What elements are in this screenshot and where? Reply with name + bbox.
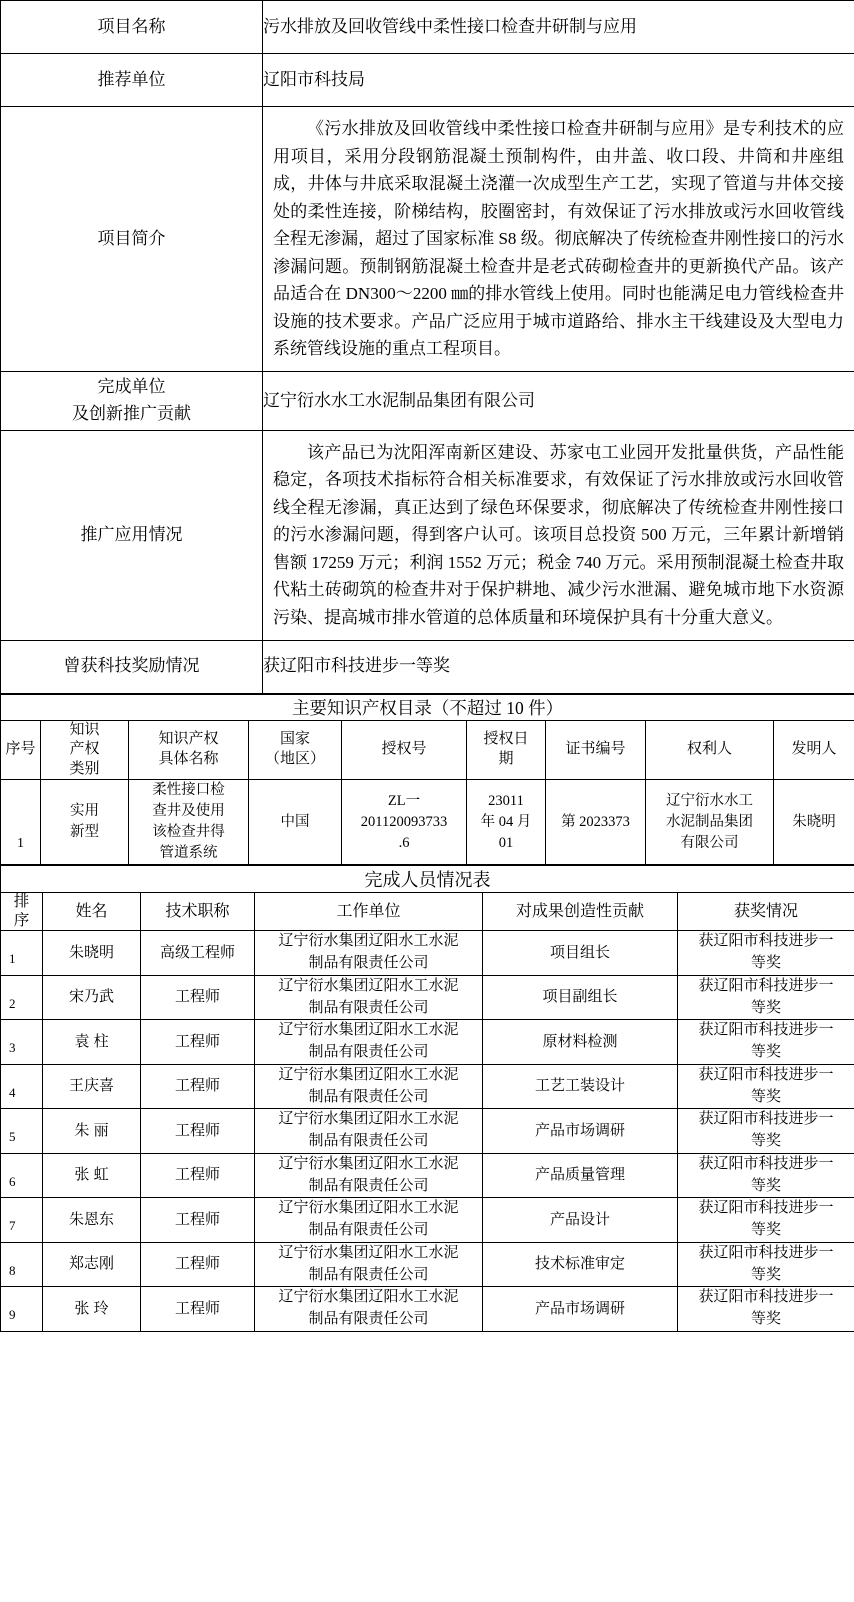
ip-header-grant-date-line1: 授权日 [483,731,529,748]
ip-header-seq [1,720,41,780]
label-completing-unit-line1: 完成单位 [97,377,166,397]
personnel-cell-contribution: 产品市场调研 [483,1287,678,1332]
personnel-cell-unit [255,1198,483,1243]
table-row [1,1287,854,1332]
label-completing-unit [1,371,263,430]
personnel-rows-body [1,931,854,1332]
table-row-project-summary [1,107,854,372]
personnel-cell-name: 张玲 [43,1287,141,1332]
ip-cell-grant-no-line3: .6 [398,834,410,851]
promotion-application-text: 该产品已为沈阳浑南新区建设、苏家屯工业园开发批量供货，产品性能稳定，各项技术指标符合相关标准要求，有效保证了污水排放或污水回收管线全程无渗漏，真正达到了绿色环保要求，彻底解决了传统检查井刚性接口的污水渗漏问题，得到客户认可。该项目总投资 500 万元，三年累计新增销售额 17259 万元；利润 1552 万元；税金 740 万元。采用预制混凝土检查井取代粘土砖砌筑的检查井对于保护耕地、减少污水泄漏、避免城市地下水资源污染、提高城市排水管道的总体质量和环境保护具有十分重大意义。 [273,442,844,627]
personnel-cell-award-line1: 获辽阳市科技进步一 [698,1066,834,1083]
personnel-section-title: 完成人员情况表 [1,866,854,893]
personnel-cell-award-line2: 等奖 [751,1266,782,1283]
personnel-cell-award-line1: 获辽阳市科技进步一 [698,1155,834,1172]
personnel-cell-title: 高级工程师 [141,931,255,976]
personnel-cell-name: 朱恩东 [43,1198,141,1243]
ip-header-name-line2: 具体名称 [158,750,219,767]
personnel-cell-rank: 2 [1,975,43,1020]
table-row [1,975,854,1020]
ip-header-owner-line1: 权利人 [686,741,732,757]
personnel-cell-rank: 8 [1,1242,43,1287]
personnel-header-name: 姓名 [43,893,141,931]
personnel-cell-award [678,1153,854,1198]
personnel-cell-unit-line1: 辽宁衍水集团辽阳水工水泥 [278,933,459,950]
ip-cell-type-line1: 实用 [70,803,99,820]
personnel-cell-unit [255,1153,483,1198]
personnel-cell-rank: 1 [1,931,43,976]
personnel-cell-unit [255,1109,483,1154]
personnel-header-contribution: 对成果创造性贡献 [483,893,678,931]
ip-cell-grant-date-line3: 01 [498,834,514,851]
ip-header-type-line2: 产权 [69,741,100,757]
personnel-cell-title: 工程师 [141,1242,255,1287]
personnel-header-rank-line2: 序 [13,911,30,929]
personnel-cell-unit-line2: 制品有限责任公司 [308,1177,429,1194]
table-row [1,931,854,976]
personnel-cell-award [678,1198,854,1243]
personnel-cell-rank: 3 [1,1020,43,1065]
label-recommending-unit: 推荐单位 [1,54,263,107]
personnel-cell-name: 王庆喜 [43,1064,141,1109]
ip-header-type [41,720,129,780]
label-project-name: 项目名称 [1,1,263,54]
ip-cell-name-line1: 柔性接口检 [152,782,225,798]
personnel-table [0,865,854,1332]
ip-header-grant-date-line2: 期 [498,750,514,767]
value-recommending-unit: 辽阳市科技局 [263,54,854,107]
ip-header-name-line1: 知识产权 [158,731,219,748]
personnel-cell-award [678,931,854,976]
personnel-cell-name: 郑志刚 [43,1242,141,1287]
personnel-cell-unit-line2: 制品有限责任公司 [308,1088,429,1105]
value-promotion-application-cell [263,430,854,640]
personnel-cell-award [678,1064,854,1109]
personnel-cell-contribution: 项目组长 [483,931,678,976]
personnel-cell-contribution: 产品质量管理 [483,1153,678,1198]
ip-cell-grant-no [342,780,467,865]
personnel-cell-award-line2: 等奖 [751,955,782,971]
personnel-cell-award-line2: 等奖 [751,1311,782,1327]
table-row [1,1064,854,1109]
ip-header-type-line3: 类别 [69,760,100,777]
personnel-cell-unit-line2: 制品有限责任公司 [308,1133,429,1149]
personnel-cell-title: 工程师 [141,1109,255,1154]
personnel-cell-rank: 6 [1,1153,43,1198]
personnel-cell-unit-line1: 辽宁衍水集团辽阳水工水泥 [278,1155,459,1172]
ip-cell-country: 中国 [249,780,342,865]
personnel-cell-title: 工程师 [141,1064,255,1109]
ip-header-owner [646,720,774,780]
project-summary-text: 《污水排放及回收管线中柔性接口检查井研制与应用》是专利技术的应用项目，采用分段钢筋混凝土预制构件，由井盖、收口段、井筒和井座组成，井体与井底采取混凝土浇灌一次成型生产工艺，实现了管道与井体交接处的柔性连接，阶梯结构，胶圈密封，有效保证了污水排放或污水回收管线全程无渗漏，超过了国家标准 S8 级。彻底解决了传统检查井刚性接口的污水渗漏问题。预制钢筋混凝土检查井是老式砖砌检查井的更新换代产品。该产品适合在 DN300～2200 ㎜的排水管线上使用。同时也能满足电力管线检查井设施的技术要求。产品广泛应用于城市道路给、排水主干线建设及大型电力系统管线设施的重点工程项目。 [273,119,844,359]
personnel-cell-award-line2: 等奖 [751,1088,782,1105]
personnel-header-rank [1,893,43,931]
personnel-cell-unit [255,1020,483,1065]
ip-cell-owner-line1: 辽宁衍水水工 [666,792,753,809]
personnel-cell-unit-line1: 辽宁衍水集团辽阳水工水泥 [278,1022,459,1039]
personnel-cell-contribution: 技术标准审定 [483,1242,678,1287]
label-project-summary: 项目简介 [1,107,263,372]
personnel-cell-unit [255,1064,483,1109]
personnel-cell-contribution: 工艺工装设计 [483,1064,678,1109]
personnel-cell-award [678,1109,854,1154]
personnel-cell-unit [255,975,483,1020]
ip-header-name [129,720,249,780]
table-row [1,780,854,865]
personnel-cell-award [678,1020,854,1065]
personnel-cell-award-line2: 等奖 [751,999,782,1016]
personnel-cell-award-line2: 等奖 [751,1177,782,1194]
table-row [1,1242,854,1287]
ip-header-seq-line1: 序号 [5,741,36,757]
personnel-cell-unit-line2: 制品有限责任公司 [308,1222,429,1238]
ip-cell-name-line4: 管道系统 [159,845,218,862]
personnel-cell-contribution: 原材料检测 [483,1020,678,1065]
personnel-cell-award [678,1242,854,1287]
ip-header-inventor-line1: 发明人 [791,741,837,757]
ip-cell-grant-date-line1: 23011 [488,792,524,809]
label-promotion-application: 推广应用情况 [1,430,263,640]
project-achievement-table [0,0,854,694]
table-row-project-name [1,1,854,54]
value-project-name: 污水排放及回收管线中柔性接口检查井研制与应用 [263,1,854,54]
personnel-cell-contribution: 项目副组长 [483,975,678,1020]
personnel-cell-award [678,1287,854,1332]
personnel-cell-unit-line2: 制品有限责任公司 [308,1044,429,1060]
personnel-cell-name: 袁柱 [43,1020,141,1065]
ip-cell-type [41,780,129,865]
ip-header-grant-no [342,720,467,780]
personnel-cell-rank: 5 [1,1109,43,1154]
ip-cell-name-line2: 查井及使用 [152,803,225,820]
ip-cell-type-line2: 新型 [70,824,99,841]
ip-header-country-line1: 国家 [279,731,310,748]
personnel-cell-contribution: 产品市场调研 [483,1109,678,1154]
ip-header-grant-date [467,720,546,780]
personnel-cell-unit-line2: 制品有限责任公司 [308,999,429,1016]
label-previous-awards: 曾获科技奖励情况 [1,640,263,693]
personnel-cell-name: 张虹 [43,1153,141,1198]
table-row [1,1153,854,1198]
personnel-cell-title: 工程师 [141,1153,255,1198]
personnel-cell-unit [255,1242,483,1287]
personnel-cell-title: 工程师 [141,1287,255,1332]
personnel-cell-unit-line1: 辽宁衍水集团辽阳水工水泥 [278,977,459,994]
personnel-cell-unit-line1: 辽宁衍水集团辽阳水工水泥 [278,1200,459,1217]
personnel-cell-unit-line2: 制品有限责任公司 [308,1311,429,1327]
ip-section-title-row [1,694,854,720]
ip-table-header-row [1,720,854,780]
ip-cell-grant-no-line1: ZL一 [387,792,421,809]
ip-header-inventor [774,720,854,780]
value-previous-awards: 获辽阳市科技进步一等奖 [263,640,854,693]
ip-header-country-line2: （地区） [264,750,325,767]
label-completing-unit-line2: 及创新推广贡献 [72,403,191,423]
info-section [1,1,854,694]
ip-cell-grant-date [467,780,546,865]
personnel-header-unit: 工作单位 [255,893,483,931]
table-row-promotion-application [1,430,854,640]
personnel-cell-award-line1: 获辽阳市科技进步一 [698,1200,834,1217]
personnel-cell-contribution: 产品设计 [483,1198,678,1243]
personnel-cell-unit-line1: 辽宁衍水集团辽阳水工水泥 [278,1244,459,1261]
ip-cell-name [129,780,249,865]
ip-header-country [249,720,342,780]
personnel-cell-title: 工程师 [141,1020,255,1065]
personnel-cell-award-line2: 等奖 [751,1133,782,1149]
ip-cell-owner-line3: 有限公司 [680,834,739,851]
personnel-cell-name: 朱晓明 [43,931,141,976]
table-row [1,1020,854,1065]
ip-header-cert-no-line1: 证书编号 [565,741,626,757]
ip-section-title: 主要知识产权目录（不超过 10 件） [1,694,854,720]
personnel-cell-award-line1: 获辽阳市科技进步一 [698,1289,834,1306]
personnel-table-header-row [1,893,854,931]
personnel-cell-award [678,975,854,1020]
intellectual-property-table [0,694,854,866]
personnel-cell-unit-line1: 辽宁衍水集团辽阳水工水泥 [278,1111,459,1128]
personnel-cell-unit-line2: 制品有限责任公司 [308,1266,429,1283]
personnel-cell-award-line1: 获辽阳市科技进步一 [698,977,834,994]
table-row-completing-unit [1,371,854,430]
personnel-cell-award-line2: 等奖 [751,1222,782,1238]
ip-cell-cert-no: 第 2023373 [546,780,646,865]
table-row-recommending-unit [1,54,854,107]
personnel-header-title: 技术职称 [141,893,255,931]
personnel-cell-award-line1: 获辽阳市科技进步一 [698,933,834,950]
personnel-cell-award-line2: 等奖 [751,1044,782,1060]
ip-cell-inventor: 朱晓明 [774,780,854,865]
personnel-header-rank-line1: 排 [13,893,30,911]
personnel-cell-unit [255,931,483,976]
ip-cell-owner [646,780,774,865]
ip-header-type-line1: 知识 [69,721,100,738]
personnel-cell-rank: 9 [1,1287,43,1332]
ip-header-grant-no-line1: 授权号 [381,741,427,757]
personnel-cell-award-line1: 获辽阳市科技进步一 [698,1111,834,1128]
personnel-cell-name: 朱丽 [43,1109,141,1154]
ip-cell-grant-no-line2: 201120093733 [360,813,448,830]
personnel-cell-title: 工程师 [141,975,255,1020]
personnel-cell-rank: 4 [1,1064,43,1109]
ip-header-cert-no [546,720,646,780]
personnel-cell-unit-line1: 辽宁衍水集团辽阳水工水泥 [278,1289,459,1306]
value-completing-unit: 辽宁衍水水工水泥制品集团有限公司 [263,371,854,430]
personnel-cell-unit-line1: 辽宁衍水集团辽阳水工水泥 [278,1066,459,1083]
ip-cell-grant-date-line2: 年 04 月 [480,813,532,830]
personnel-cell-award-line1: 获辽阳市科技进步一 [698,1244,834,1261]
table-row-previous-awards [1,640,854,693]
personnel-cell-rank: 7 [1,1198,43,1243]
ip-cell-name-line3: 该检查井得 [152,824,225,841]
personnel-cell-name: 宋乃武 [43,975,141,1020]
personnel-cell-title: 工程师 [141,1198,255,1243]
personnel-cell-unit-line2: 制品有限责任公司 [308,955,429,971]
personnel-header-award: 获奖情况 [678,893,854,931]
value-project-summary-cell [263,107,854,372]
personnel-section-title-row [1,866,854,893]
personnel-cell-unit [255,1287,483,1332]
table-row [1,1198,854,1243]
personnel-cell-award-line1: 获辽阳市科技进步一 [698,1022,834,1039]
ip-cell-seq: 1 [1,780,41,865]
ip-cell-owner-line2: 水泥制品集团 [666,813,753,830]
table-row [1,1109,854,1154]
